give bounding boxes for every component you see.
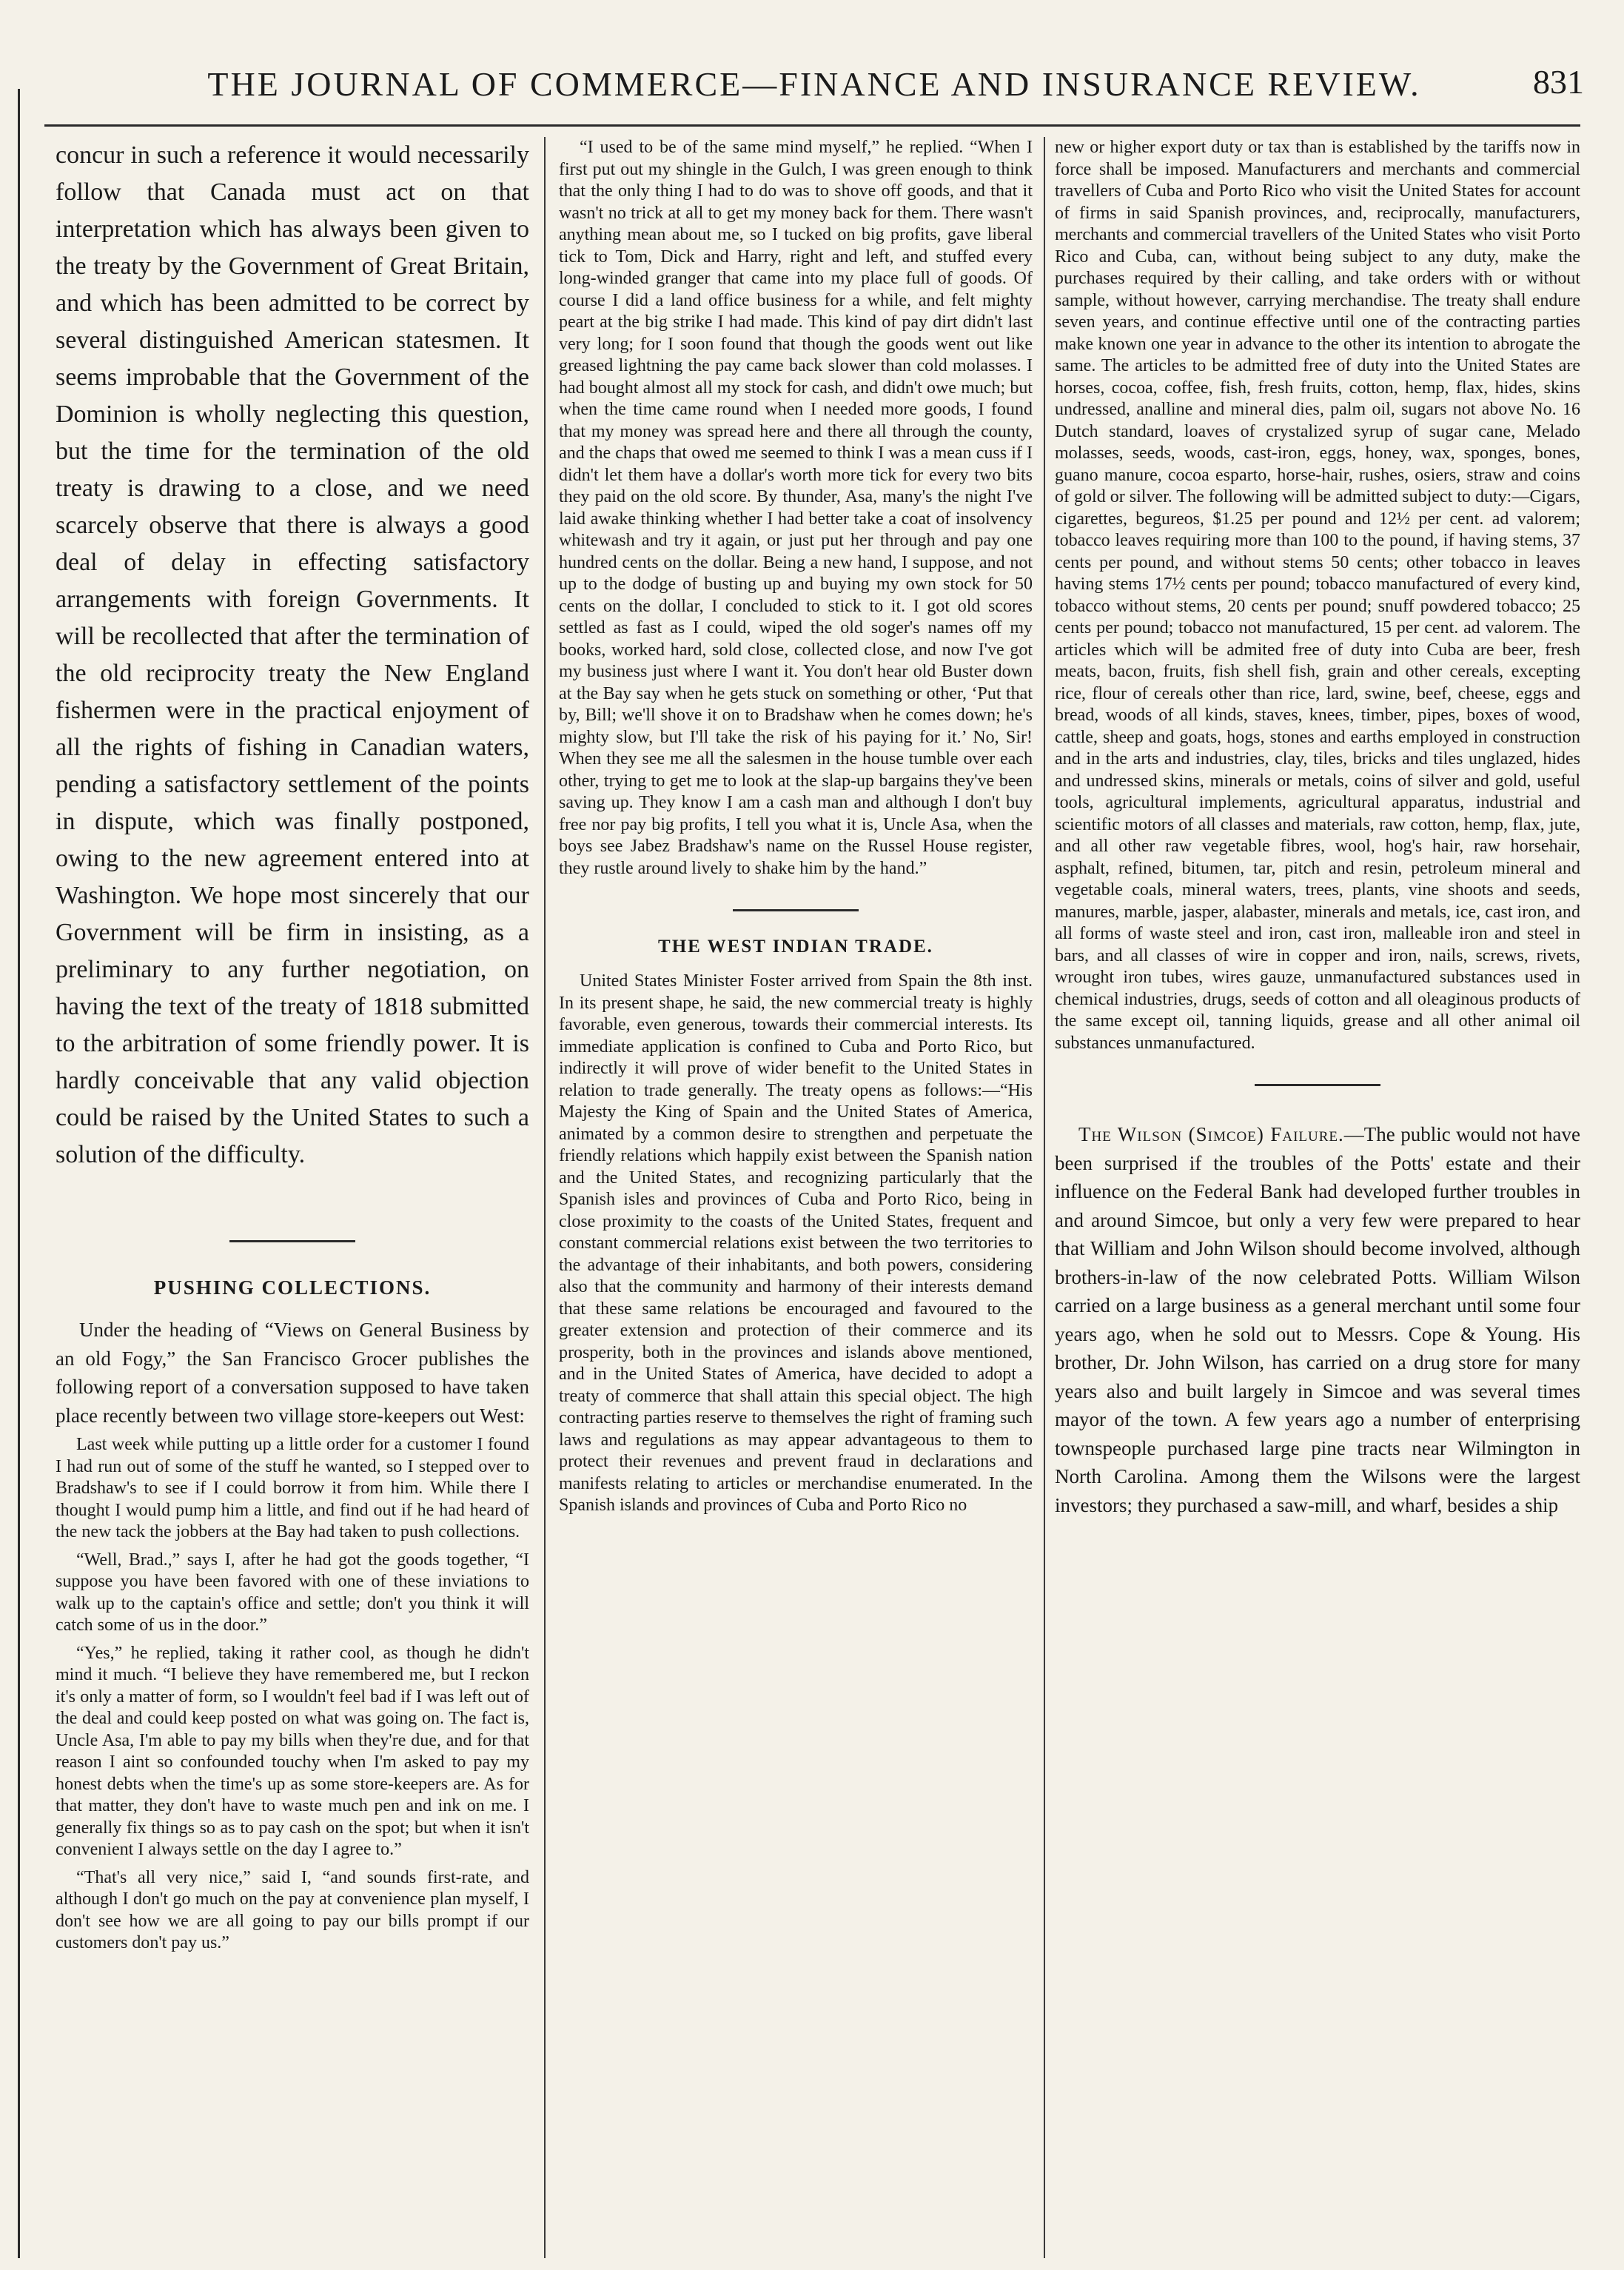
pushing-paragraph: “Well, Brad.,” says I, after he had got the goods together, “I suppose you have been favored with one of these inviations to walk up to the captain's office and settle; don't you think it will catch some of us in the door.” [56, 1550, 529, 1635]
pushing-paragraph: “That's all very nice,” said I, “and sounds first-rate, and although I don't go much on the pay at convenience plan myself, I don't see how we are all going to pay our bills prompt if our customers don't pay us.” [56, 1867, 529, 1952]
west-indian-trade-body [559, 971, 1033, 1517]
page-header [44, 58, 1584, 110]
column-3 [1055, 137, 1580, 1519]
column-divider-1 [544, 137, 546, 2258]
west-indian-continued-paragraph: new or higher export duty or tax than is established by the tariffs now in force shall be imposed. Manufacturers and merchants and commercial travellers of Cuba and Porto Rico who visit the United States for account of firms in said Spanish provinces, and, reciprocally, manufacturers, merchants and commercial travellers of the United States who visit Porto Rico and Cuba, can, without being subject to any duty, make the purchases required by their calling, and take orders with or without sample, without however, carrying merchandise. The treaty shall endure seven years, and continue effective until one of the contracting parties make known one year in advance to the other its intention to abrogate the same. The articles to be admitted free of duty into the United States are horses, cocoa, coffee, fish, fresh fruits, cotton, hemp, flax, hides, skins undressed, analline and mineral dies, palm oil, sugars not above No. 16 Dutch standard, loaves of crystalized syrup of sugar cane, Melado molasses, seeds, woods, cast-iron, eggs, honey, wax, sponges, bones, guano manure, cocoa esparto, horse-hair, rushes, osiers, straw and coins of gold or silver. The following will be admitted subject to duty:—Cigars, cigarettes, begureos, $1.25 per pound and 12½ per cent. ad valorem; tobacco leaves requiring more than 100 to the pound, if having stems, 37 cents per pound, and without stems 50 cents; other tobacco in leaves having stems 17½ cents per pound; tobacco manufactured of every kind, tobacco without stems, 20 cents per pound; snuff powdered tobacco; 25 cents per pound; tobacco not manufactured, 15 per cent. ad valorem. The articles which will be admited free of duty into Cuba are beer, fresh meats, bacon, fruits, fish shell fish, grain and other cereals, excepting rice, flour of cereals other than rice, lard, swine, beef, cheese, eggs and bread, woods of all kinds, staves, knees, timber, pipes, boxes of wood, cattle, sheep and goats, hogs, stones and earths employed in construction and in the arts and industries, clay, tiles, bricks and tiles unglazed, hides and undressed skins, minerals or metals, coins of silver and gold, useful tools, agricultural implements, agricultural apparatus, industrial and scientific motors of all classes and materials, raw cotton, hemp, flax, jute, and all other raw vegetable fibres, wool, hog's hair, raw horsehair, asphalt, refined, bitumen, tar, pitch and resin, petroleum mineral and vegetable coals, mineral waters, trees, plants, vine shoots and seeds, manures, marble, jasper, alabaster, minerals and metals, ice, cast iron, and all forms of waste steel and iron, cast iron, malleable iron and steel in bars, and all classes of wire in copper and iron, nails, screws, rivets, wrought iron tubes, wires gauze, unmanufactured substances used in chemical industries, drugs, seeds of cotton and all oleaginous products of the same except oil, tanning liquids, grease and all other animal oil substances unmanufactured. [1055, 138, 1580, 1053]
story-continued [559, 137, 1033, 880]
wilson-failure-text: —The public would not have been surprised if the troubles of the Potts' estate and their influence on the Federal Bank had developed further troubles in and around Simcoe, but only a very few were prepared to hear that William and John Wilson should become involved, although brothers-in-law of the now celebrated Potts. William Wilson carried on a large business as a general merchant until some four years ago, when he sold out to Messrs. Cope & Young. His brother, Dr. John Wilson, has carried on a drug store for many years also and built largely in Simcoe and was several times mayor of the town. A few years ago a number of enterprising townspeople purchased large pine tracts near Wilmington in North Carolina. Among them the Wilsons were the largest investors; they purchased a saw-mill, and wharf, besides a ship [1055, 1123, 1581, 1516]
header-rule [44, 124, 1580, 127]
story-paragraph: “I used to be of the same mind myself,” he replied. “When I first put out my shingle in the Gulch, I was green enough to think that the only thing I had to do was to shove off goods, and that it wasn't no trick at all to get my money back for them. There wasn't anything mean about me, so I tucked on big profits, gave liberal tick to Tom, Dick and Harry, right and left, and stuffed every long-winded granger that came into my place full of goods. Of course I did a land office business for a while, and felt mighty peart at the big strike I had made. This kind of pay dirt didn't last very long; for I soon found that though the goods went out like greased lightning the pay came back slower than cold molasses. I had bought almost all my stock for cash, and didn't owe much; but when the time came round when I needed more goods, I found that my money was spread here and there all through the county, and the chaps that owed me seemed to think I was a mean cuss if I didn't let them have a dollar's worth more tick for every two bits they paid on the old score. By thunder, Asa, many's the night I've laid awake thinking whether I had better take a coat of insolvency whitewash and try it again, or just put her through and pay one hundred cents on the dollar. Being a new hand, I suppose, and not up to the dodge of busting up and buying my own stock for 50 cents on the dollar, I concluded to stick to it. I got old scores settled as fast as I could, wiped the old soger's names off my books, worked hard, sold close, collected close, and now I've got my business just where I want it. You don't hear old Buster down at the Bay say when he gets stuck on something or other, ‘Put that by, Bill; we'll shove it on to Bradshaw when he comes down; he's mighty slow, but I'll take the risk of his paying for it.’ No, Sir! When they see me all the salesmen in the house tumble over each other, trying to get me to look at the slap-up bargains they've been saving up. They know I am a cash man and although I don't buy free nor pay big profits, I tell you what it is, Uncle Asa, when the boys see Jabez Bradshaw's name on the Russel House register, they rustle around lively to shake him by the hand.” [559, 138, 1033, 878]
wilson-failure-lead: The Wilson (Simcoe) Failure. [1078, 1123, 1344, 1145]
west-indian-paragraph: United States Minister Foster arrived from Spain the 8th inst. In its present shape, he said, the new commercial treaty is highly favorable, even generous, towards their commercial interests. Its immediate application is confined to Cuba and Porto Rico, but indirectly it will prove of wider benefit to the United States in relation to trade generally. The treaty opens as follows:—“His Majesty the King of Spain and the United States of America, animated by a common desire to strengthen and perpetuate the friendly relations which happily exist between the Spanish nation and the United States, and recognizing particularly that the Spanish isles and provinces of Cuba and Porto Rico, being in close proximity to the coasts of the United States, frequent and constant commercial relations exist between the two territories to the advantage of their inhabitants, and both powers, considering also that the community and harmony of their interests demand that these same relations be encouraged and favoured to the greater extension and protection of their commerce and its prosperity, both in the provinces and islands above mentioned, and in the United States of America, have decided to adopt a treaty of commerce that shall attain this special object. The high contracting parties reserve to themselves the right of framing such laws and regulations as may appear advantageous to them to protect their revenues and prevent fraud in declarations and manifests relating to articles or merchandise enumerated. In the Spanish islands and provinces of Cuba and Porto Rico no [559, 971, 1033, 1515]
pushing-intro-paragraph: Under the heading of “Views on General Business by an old Fogy,” the San Francisco Grocer publishes the following report of a conversation supposed to have taken place recently between two village store-keepers out West: [56, 1319, 529, 1427]
article-continued-text: concur in such a reference it would necessarily follow that Canada must act on that interpretation which has always been given to the treaty by the Government of Great Britain, and which has been admitted to be correct by several distinguished American statesmen. It seems improbable that the Government of the Dominion is wholly neglecting this question, but the time for the termination of the old treaty is drawing to a close, and we need scarcely observe that there is always a good deal of delay in effecting satisfactory arrangements with foreign Governments. It will be recollected that after the termination of the old reciprocity treaty the New England fishermen were in the practical enjoyment of all the rights of fishing in Canadian waters, pending a satisfactory settlement of the points in dispute, which was finally postponed, owing to the new agreement entered into at Washington. We hope most sincerely that our Government will be firm in insisting, as a preliminary to any further negotiation, on having the text of the treaty of 1818 submitted to the arbitration of some friendly power. It is hardly conceivable that any valid objection could be raised by the United States to such a solution of the difficulty. [56, 141, 529, 1168]
page-number: 831 [1533, 63, 1584, 101]
journal-title: THE JOURNAL OF COMMERCE—FINANCE AND INSURANCE REVIEW. [207, 64, 1421, 103]
pushing-paragraph: Last week while putting up a little order for a customer I found I had run out of some of the stuff he wanted, so I stepped over to Bradshaw's to see if I could borrow it from him. While there I thought I would pump him a little, and find out if he had heard of the new tack the jobbers at the Bay had taken to push collections. [56, 1435, 529, 1541]
article-title-west-indian-trade: THE WEST INDIAN TRADE. [658, 937, 933, 957]
column-divider-2 [1044, 137, 1045, 2258]
pushing-collections-intro [56, 1316, 529, 1430]
column-1 [56, 137, 529, 1955]
wilson-failure-article [1055, 1120, 1580, 1519]
pushing-collections-body [56, 1434, 529, 1955]
pushing-paragraph: “Yes,” he replied, taking it rather cool, as though he didn't mind it much. “I believe they have remembered me, but I reckon it's only a matter of form, so I wouldn't feel bad if I was left out of the deal and could keep posted on what was going on. The fact is, Uncle Asa, I'm able to pay my bills when they're due, and for that reason I aint so confounded touchy when I'm asked to pay my honest debts when the time's up as some store-keepers are. As for that matter, they don't have to waste much pen and ink on me. I generally fix things so as to pay cash on the spot; but when it isn't convenient I always settle on the day I agree to.” [56, 1643, 529, 1859]
article-title-pushing-collections: PUSHING COLLECTIONS. [153, 1276, 432, 1299]
wilson-failure-paragraph [1055, 1120, 1580, 1519]
column-2 [559, 137, 1033, 1517]
west-indian-trade-continued [1055, 137, 1580, 1054]
page-edge-rule [18, 89, 20, 2258]
